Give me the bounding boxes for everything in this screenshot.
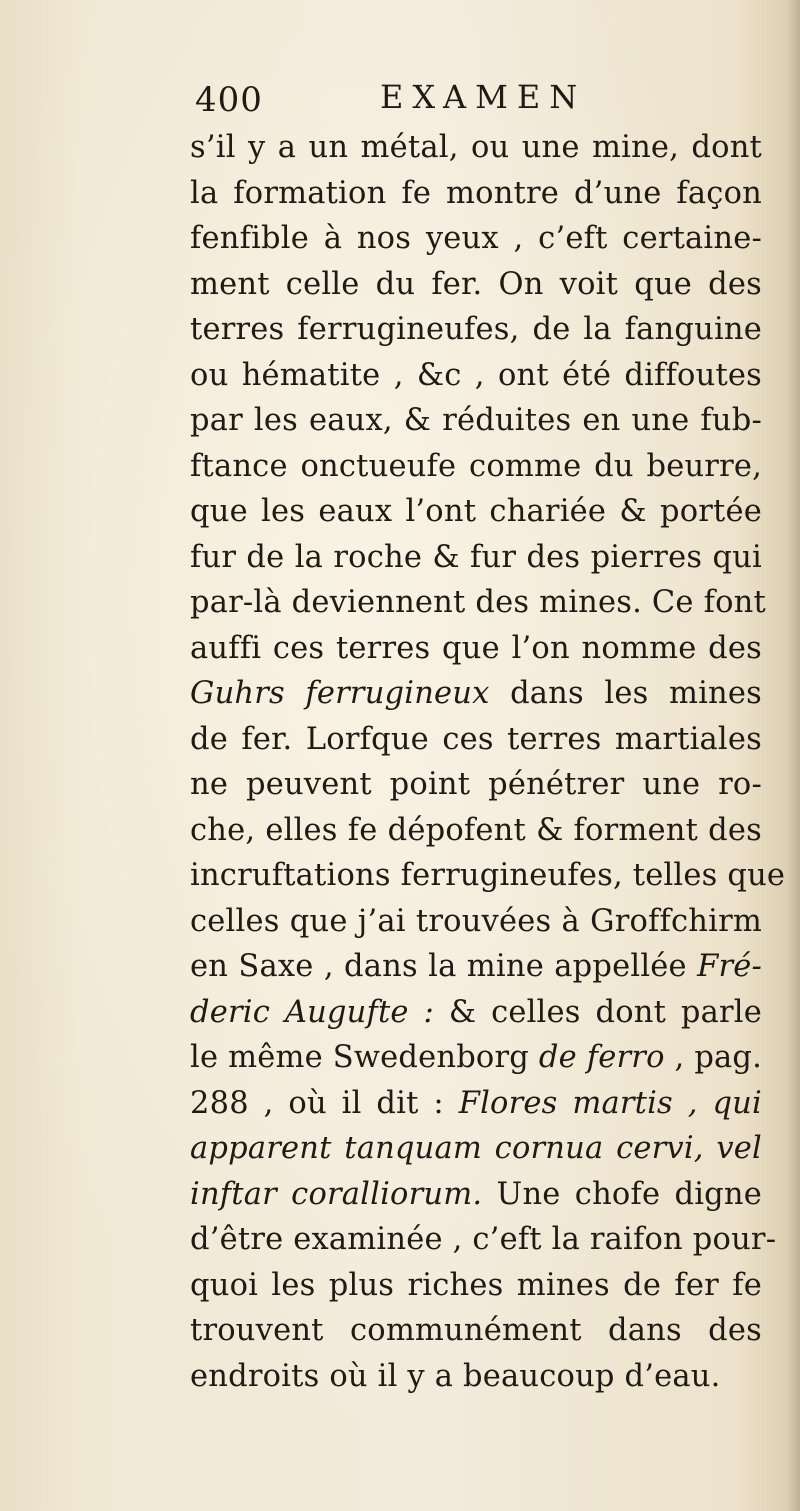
text-line: ne peuvent point pénétrer une ro- xyxy=(190,767,762,802)
text-line: che, elles fe dépofent & forment des xyxy=(190,812,762,848)
text-line: celles que j’ai trouvées à Groffchirm xyxy=(190,903,762,939)
italic-quote: Flores martis , qui xyxy=(458,1085,762,1121)
page-number: 400 xyxy=(195,80,263,120)
text-line: endroits où il y a beaucoup d’eau. xyxy=(190,1358,721,1394)
italic-quote: apparent tanquam cornua cervi, vel xyxy=(190,1131,762,1166)
text-line: le même Swedenborg de ferro , pag. xyxy=(190,1040,763,1075)
page-header xyxy=(195,72,615,122)
italic-term: deric Augufte : xyxy=(190,994,435,1030)
page-edge-shadow xyxy=(786,0,800,1511)
text-line: ftance onctueufe comme du beurre, xyxy=(190,448,762,484)
italic-term: Guhrs ferrugineux xyxy=(190,676,490,711)
text-line: incruftations ferrugineufes, telles que xyxy=(190,858,786,893)
text-line: fenfible à nos yeux , c’eft certaine- xyxy=(190,221,762,256)
text-line: 288 , où il dit : Flores martis , qui xyxy=(190,1085,762,1121)
text-line: d’être examinée , c’eft la raifon pour- xyxy=(190,1222,777,1257)
text-line: trouvent communément dans des xyxy=(190,1313,762,1348)
text-line: terres ferrugineufes, de la fanguine xyxy=(190,312,762,347)
text-line: fur de la roche & fur des pierres qui xyxy=(190,539,762,575)
body-text xyxy=(190,125,786,1399)
text-line: par-là deviennent des mines. Ce font xyxy=(190,585,766,620)
text-line: ment celle du fer. On voit que des xyxy=(190,266,762,302)
text-line: la formation fe montre d’une façon xyxy=(190,175,762,211)
running-head: EXAMEN xyxy=(380,78,587,116)
text-line: que les eaux l’ont chariée & portée xyxy=(190,494,762,529)
italic-quote: inftar coralliorum. xyxy=(190,1176,483,1212)
text-line: deric Augufte : & celles dont parle xyxy=(190,994,763,1030)
text-line: par les eaux, & réduites en une fub- xyxy=(190,403,762,438)
text-line: quoi les plus riches mines de fer fe xyxy=(190,1267,762,1303)
text-line: ou hématite , &c , ont été diffoutes xyxy=(190,357,762,393)
text-line: auffi ces terres que l’on nomme des xyxy=(190,630,762,666)
text-line: Guhrs ferrugineux dans les mines xyxy=(190,676,762,711)
text-line: de fer. Lorfque ces terres martiales xyxy=(190,721,762,757)
text-line: en Saxe , dans la mine appellée Fré- xyxy=(190,949,762,984)
italic-term: Fré- xyxy=(697,949,762,984)
italic-term: de ferro xyxy=(538,1040,665,1075)
text-line: s’il y a un métal, ou une mine, dont xyxy=(190,130,762,165)
text-line: inftar coralliorum. Une chofe digne xyxy=(190,1176,762,1212)
text-line xyxy=(190,1126,762,1172)
